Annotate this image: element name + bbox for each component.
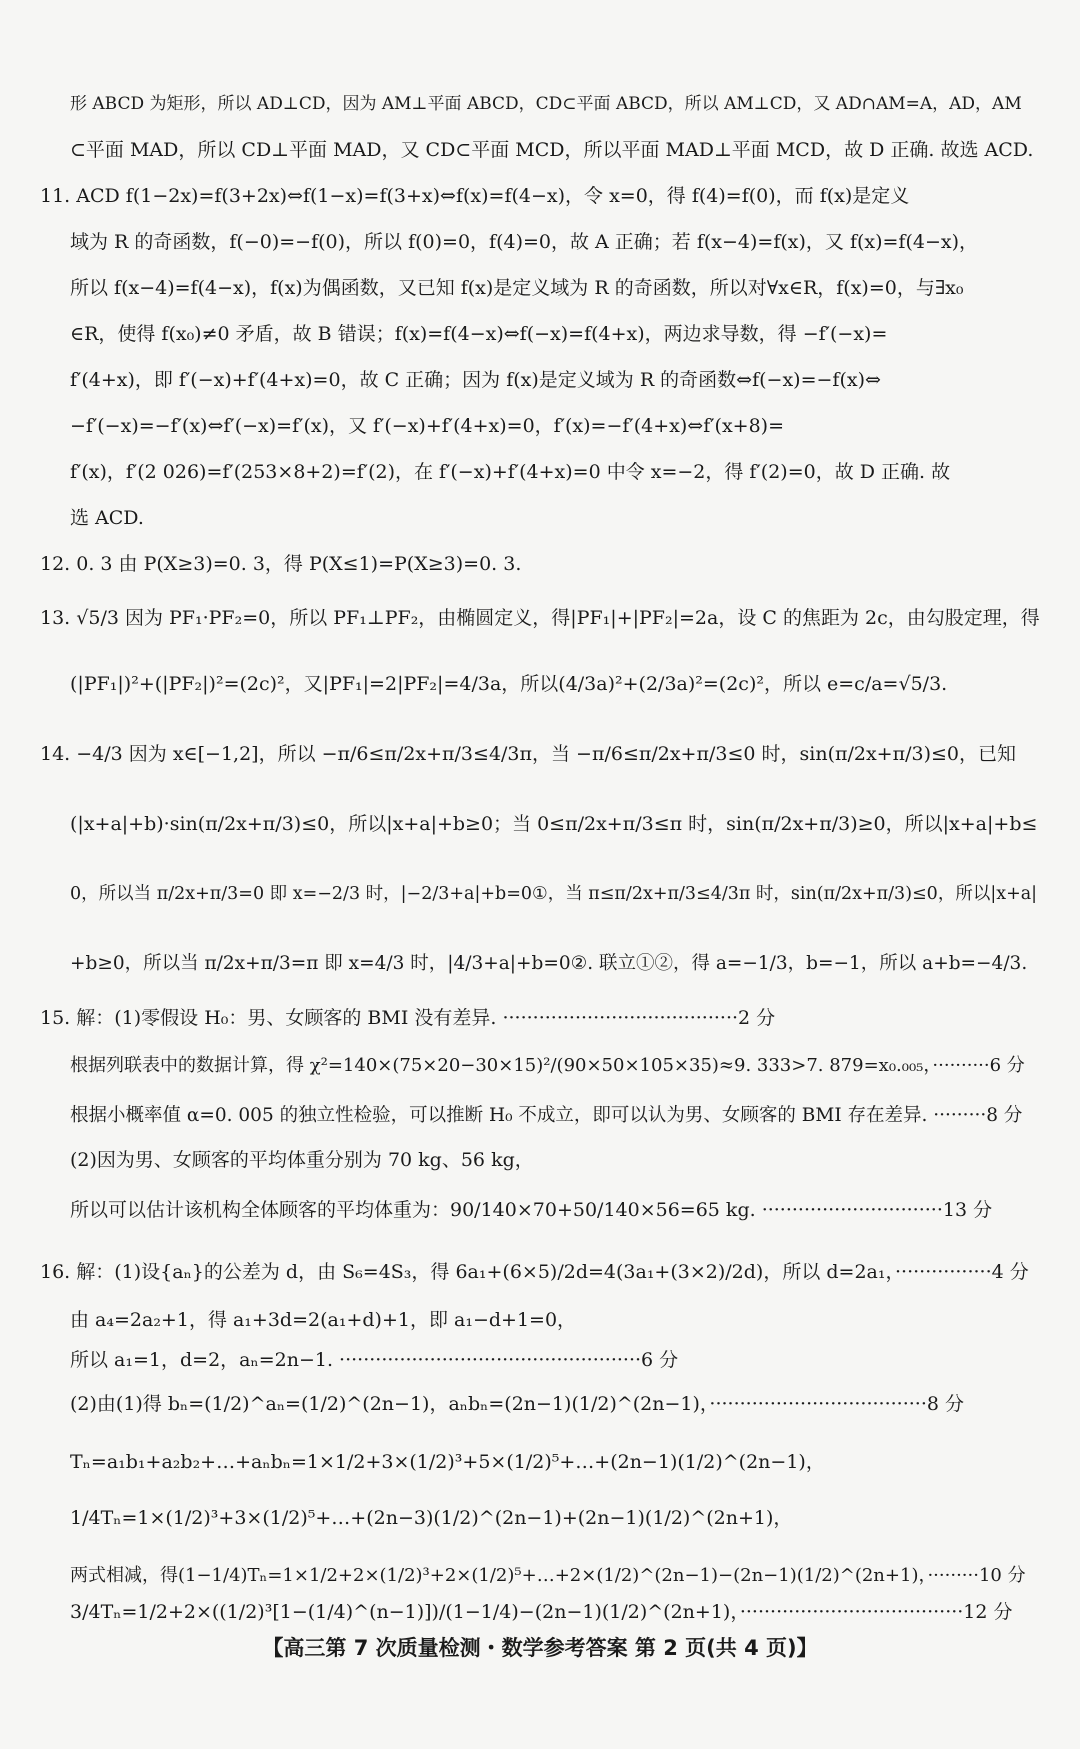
answer-line: 0，所以当 π/2x+π/3=0 即 x=−2/3 时，|−2/3+a|+b=0①，当 π≤π/2x+π/3≤4/3π 时，sin(π/2x+π/3)≤0，所以|x+a| [70,884,1038,904]
answer-line: 所以 f(x−4)=f(4−x)，f(x)为偶函数，又已知 f(x)是定义域为 R 的奇函数，所以对∀x∈R，f(x)=0，与∃x₀ [70,277,964,299]
answer-line: 所以 a₁=1，d=2，aₙ=2n−1. ··················································6 分 [70,1349,679,1371]
answer-line: 15. 解：(1)零假设 H₀：男、女顾客的 BMI 没有差异. ·······································2 分 [40,1007,776,1029]
answer-line: 12. 0. 3 由 P(X≥3)=0. 3，得 P(X≤1)=P(X≥3)=0. 3. [40,553,522,575]
answer-line: 14. −4/3 因为 x∈[−1,2]，所以 −π/6≤π/2x+π/3≤4/3π，当 −π/6≤π/2x+π/3≤0 时，sin(π/2x+π/3)≤0，已知 [40,743,1016,765]
answer-line: 两式相减，得(1−1/4)Tₙ=1×1/2+2×(1/2)³+2×(1/2)⁵+…+2×(1/2)^(2n−1)−(2n−1)(1/2)^(2n+1)，·········10 分 [70,1565,1026,1586]
answer-line: Tₙ=a₁b₁+a₂b₂+…+aₙbₙ=1×1/2+3×(1/2)³+5×(1/2)⁵+…+(2n−1)(1/2)^(2n−1)， [70,1451,825,1473]
answer-line: f′(x)，f′(2 026)=f′(253×8+2)=f′(2)，在 f′(−x)+f′(4+x)=0 中令 x=−2，得 f′(2)=0，故 D 正确. 故 [70,461,951,483]
answer-line: 11. ACD f(1−2x)=f(3+2x)⇔f(1−x)=f(3+x)⇔f(x)=f(4−x)，令 x=0，得 f(4)=f(0)，而 f(x)是定义 [40,185,910,207]
answer-line: ∈R，使得 f(x₀)≠0 矛盾，故 B 错误；f(x)=f(4−x)⇔f(−x)=f(4+x)，两边求导数，得 −f′(−x)= [70,323,888,345]
answer-line: 16. 解：(1)设{aₙ}的公差为 d，由 S₆=4S₃，得 6a₁+(6×5)/2d=4(3a₁+(3×2)/2d)，所以 d=2a₁，················4 分 [40,1261,1029,1283]
answer-line: f′(4+x)，即 f′(−x)+f′(4+x)=0，故 C 正确；因为 f(x)是定义域为 R 的奇函数⇔f(−x)=−f(x)⇔ [70,369,881,391]
answer-line: 由 a₄=2a₂+1，得 a₁+3d=2(a₁+d)+1，即 a₁−d+1=0， [70,1309,577,1331]
answer-line: +b≥0，所以当 π/2x+π/3=π 即 x=4/3 时，|4/3+a|+b=0②. 联立①②，得 a=−1/3，b=−1，所以 a+b=−4/3. [70,953,1028,974]
answer-line: −f′(−x)=−f′(x)⇔f′(−x)=f′(x)，又 f′(−x)+f′(4+x)=0，f′(x)=−f′(4+x)⇔f′(x+8)= [70,415,785,437]
answer-line: 形 ABCD 为矩形，所以 AD⊥CD，因为 AM⊥平面 ABCD，CD⊂平面 ABCD，所以 AM⊥CD，又 AD∩AM=A，AD，AM [70,94,1022,114]
answer-line: 根据列联表中的数据计算，得 χ²=140×(75×20−30×15)²/(90×50×105×35)≈9. 333>7. 879=x₀.₀₀₅，··········6 分 [70,1055,1025,1076]
answer-line: (|PF₁|)²+(|PF₂|)²=(2c)²，又|PF₁|=2|PF₂|=4/3a，所以(4/3a)²+(2/3a)²=(2c)²，所以 e=c/a=√5/3. [70,673,948,695]
answer-line: (2)由(1)得 bₙ=(1/2)^aₙ=(1/2)^(2n−1)，aₙbₙ=(2n−1)(1/2)^(2n−1)，····································8 分 [70,1393,964,1415]
answer-line: 1/4Tₙ=1×(1/2)³+3×(1/2)⁵+…+(2n−3)(1/2)^(2n−1)+(2n−1)(1/2)^(2n+1)， [70,1507,793,1529]
answer-line: 选 ACD. [70,507,144,529]
answer-line: (2)因为男、女顾客的平均体重分别为 70 kg、56 kg， [70,1149,534,1171]
answer-line: 13. √5/3 因为 PF₁·PF₂=0，所以 PF₁⊥PF₂，由椭圆定义，得|PF₁|+|PF₂|=2a，设 C 的焦距为 2c，由勾股定理，得 [40,607,1040,629]
answer-line: 域为 R 的奇函数，f(−0)=−f(0)，所以 f(0)=0，f(4)=0，故 A 正确；若 f(x−4)=f(x)，又 f(x)=f(4−x)， [70,231,979,253]
answer-line: 所以可以估计该机构全体顾客的平均体重为：90/140×70+50/140×56=65 kg. ······························13 分 [70,1199,993,1221]
page-footer: 【高三第 7 次质量检测・数学参考答案 第 2 页(共 4 页)】 [262,1636,818,1660]
answer-line: 3/4Tₙ=1/2+2×((1/2)³[1−(1/4)^(n−1)])/(1−1/4)−(2n−1)(1/2)^(2n+1)，·····································12 分 [70,1601,1013,1623]
answer-line: (|x+a|+b)·sin(π/2x+π/3)≤0，所以|x+a|+b≥0；当 0≤π/2x+π/3≤π 时，sin(π/2x+π/3)≥0，所以|x+a|+b≤ [70,813,1038,835]
answer-line: ⊂平面 MAD，所以 CD⊥平面 MAD，又 CD⊂平面 MCD，所以平面 MAD⊥平面 MCD，故 D 正确. 故选 ACD. [70,139,1034,161]
answer-line: 根据小概率值 α=0. 005 的独立性检验，可以推断 H₀ 不成立，即可以认为男、女顾客的 BMI 存在差异. ·········8 分 [70,1105,1023,1126]
